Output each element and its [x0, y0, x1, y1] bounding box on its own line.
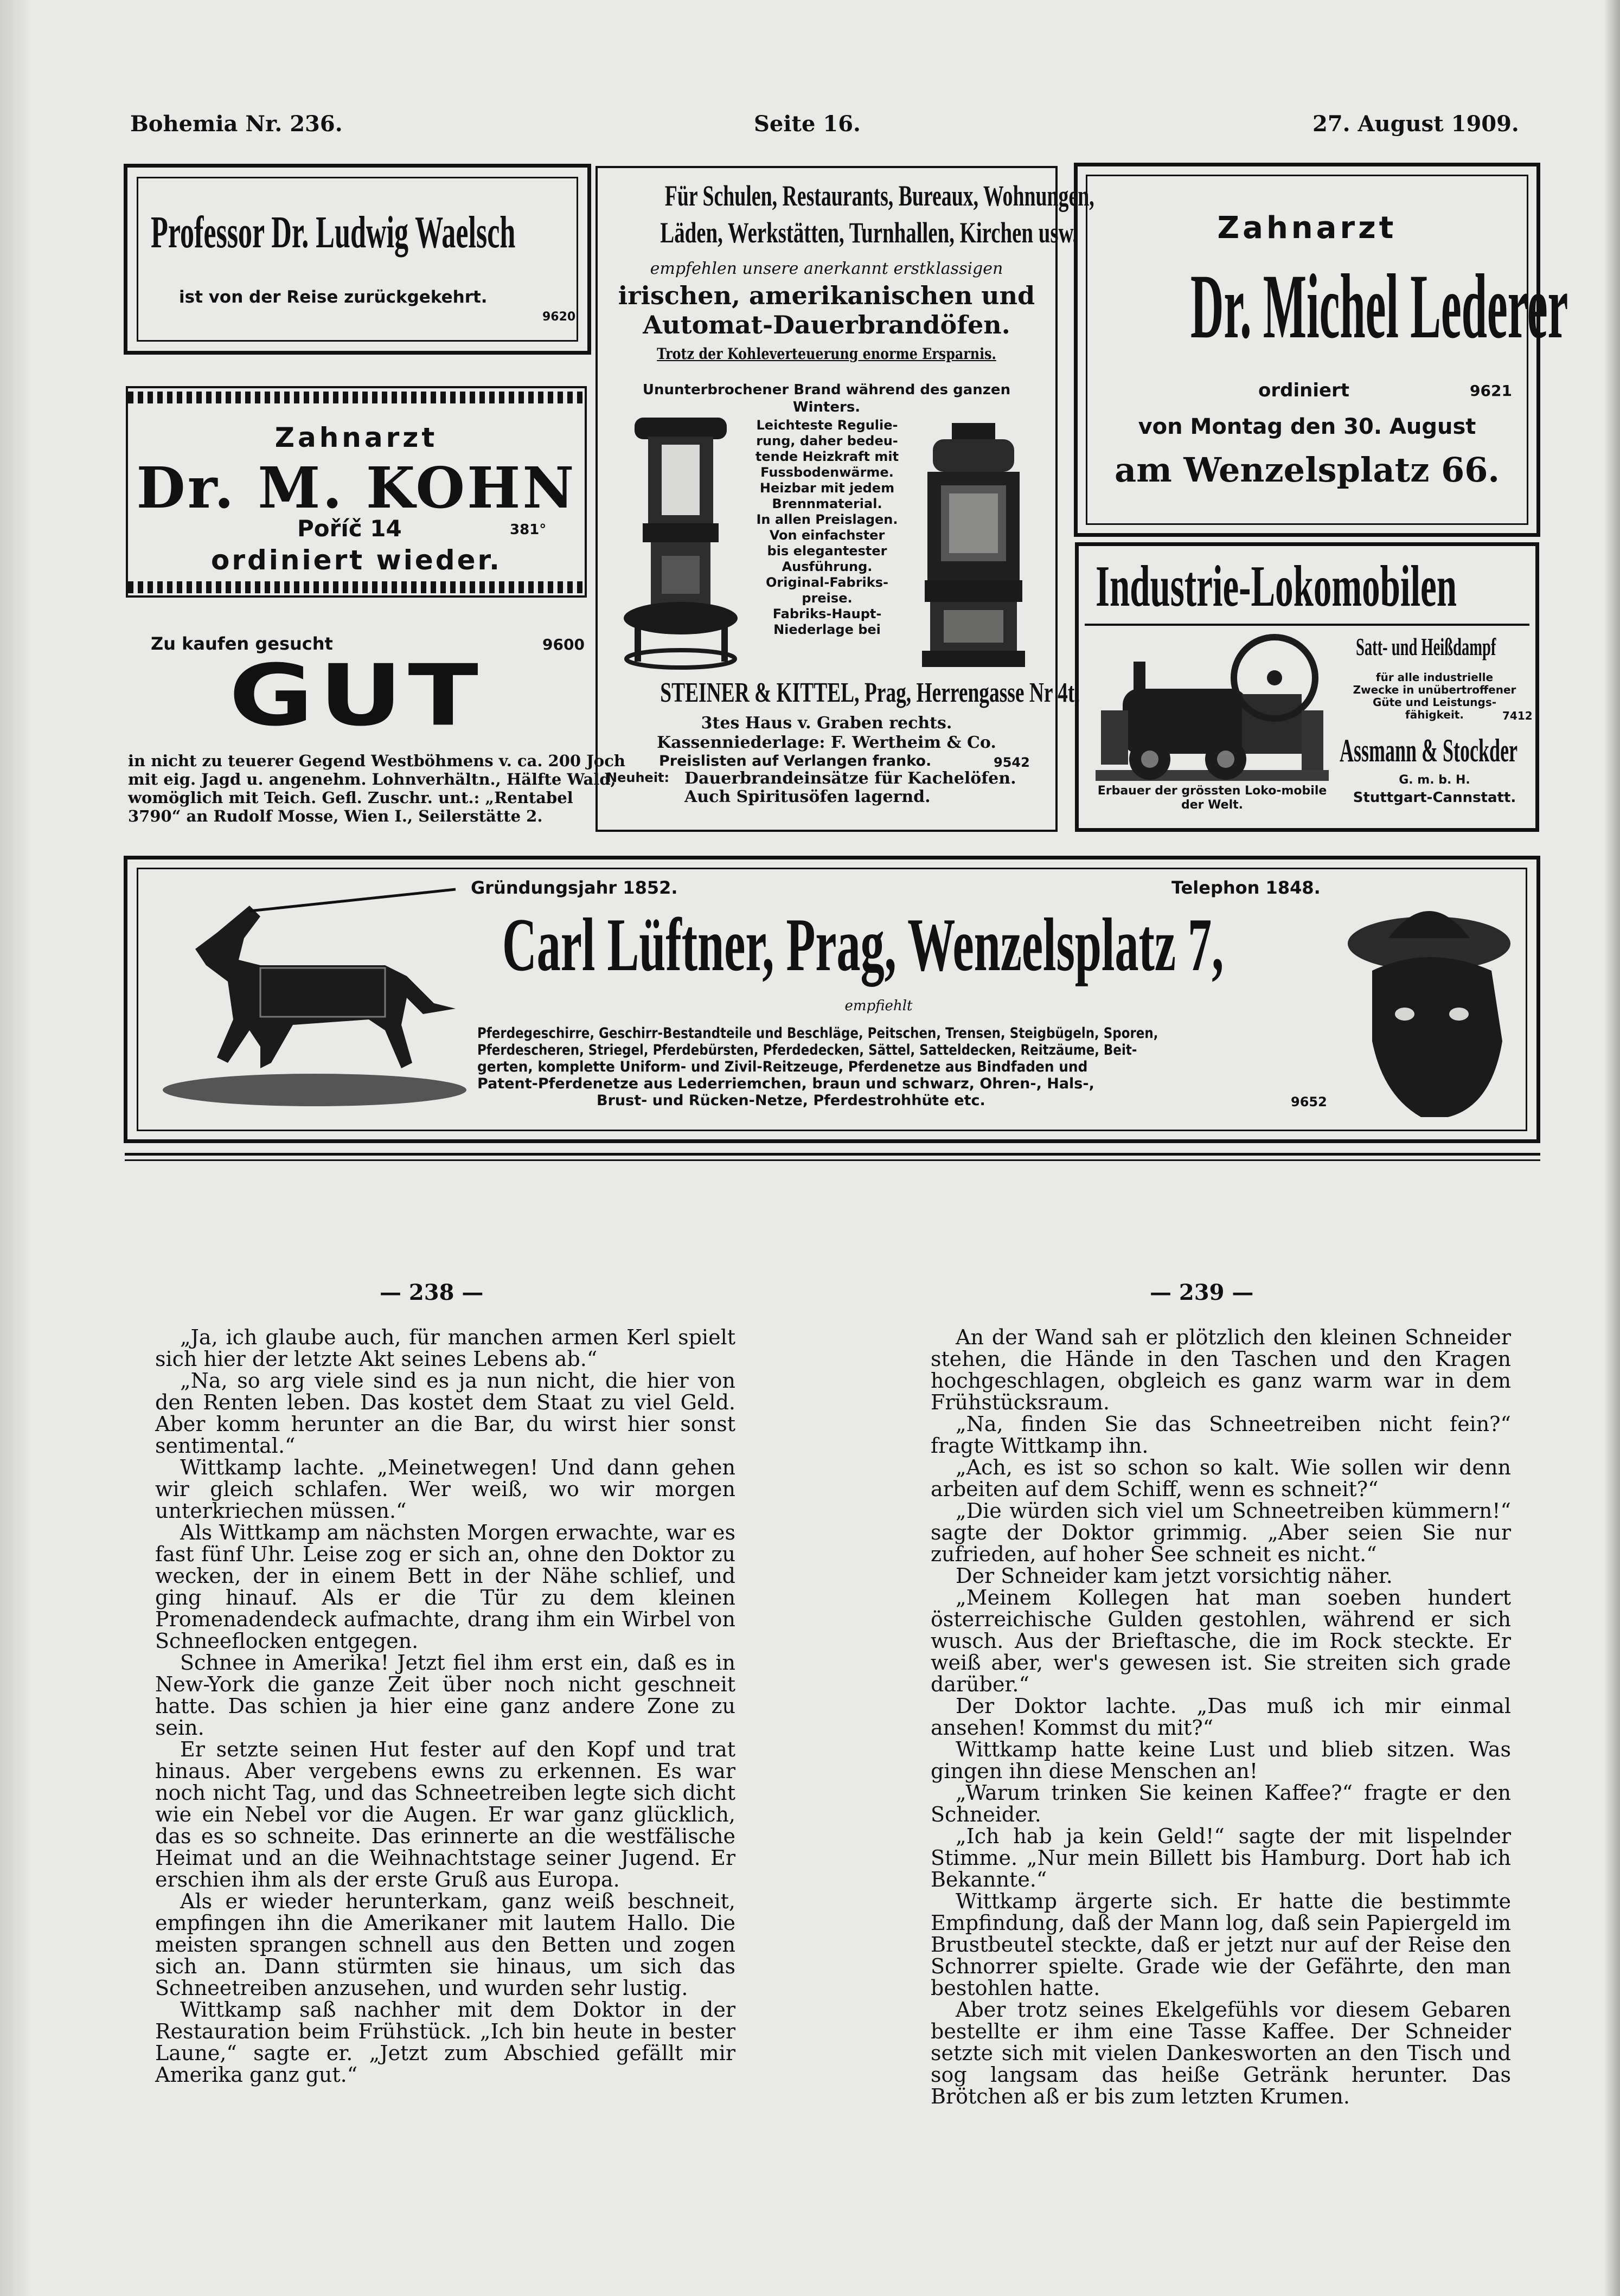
horse-hat-illustration [1340, 878, 1519, 1123]
lueftner-line-2: gerten, komplette Uniform- und Zivil-Reitzeuge, Pferdenetze aus Bindfaden und [477, 1059, 1088, 1075]
right-paragraph: „Ach, es ist so schon so kalt. Wie sollen wir denn arbeiten auf dem Schiff, wenn es schneit?“ [931, 1455, 1511, 1501]
ad-ofen-line6: Winters. [792, 399, 861, 415]
left-paragraph: Wittkamp saß nachher mit dem Doktor in der Restauration beim Frühstück. „Ich bin heute in bester Laune,“ sagte er. „Jetzt zum Abschied gefällt mir Amerika ganz gut.“ [155, 1998, 735, 2087]
story-right-column [931, 1326, 1511, 2107]
feature-3: Fussbodenwärme. [760, 465, 894, 480]
ad-kohn-bottom-band [128, 581, 585, 593]
ad-lokomobilen-title: Industrie-Lokomobilen [1096, 554, 1457, 619]
page-edge-left [0, 0, 33, 2296]
desc-0: für alle industrielle [1375, 671, 1494, 684]
ad-ofen-neu-label: Neuheit: [606, 770, 670, 785]
lokomobile-illustration [1090, 629, 1334, 792]
lueftner-line-0: Pferdegeschirre, Geschirr-Bestandteile und Beschläge, Peitschen, Trensen, Steigbügeln, Sporen, [477, 1025, 1158, 1042]
ad-lederer-title: Zahnarzt [1217, 210, 1397, 246]
lueftner-line-3: Patent-Pferdenetze aus Lederriemchen, braun und schwarz, Ohren-, Hals-, [477, 1075, 1094, 1092]
ad-gut-line-2: mit eig. Jagd u. angenehm. Lohnverhältn., Hälfte Wald, [128, 770, 616, 788]
ad-kohn-name: Dr. M. KOHN [136, 454, 577, 521]
left-paragraph: „Na, so arg viele sind es ja nun nicht, die hier von den Renten leben. Das kostet dem Staat zu viel Geld. Aber komm herunter an die Bar, du wirst hier sonst sentimental.“ [155, 1369, 735, 1458]
ad-waelsch-name: Professor Dr. Ludwig Waelsch [151, 207, 516, 258]
ad-kohn-code: 381° [510, 522, 547, 538]
left-page-number: — 238 — [380, 1280, 484, 1305]
feature-11: preise. [802, 591, 853, 606]
right-page-number: — 239 — [1150, 1280, 1254, 1305]
ad-ofen-neu2: Auch Spiritusöfen lagernd. [684, 787, 931, 806]
ad-lokomobilen-caption: Erbauer der grössten Loko-mobile der Welt. [1097, 784, 1327, 812]
left-paragraph: Als er wieder herunterkam, ganz weiß beschneit, empfingen ihn die Amerikaner mit lautem Hallo. Die meisten sprangen schnell aus den Betten und zogen sich an. Dann stürmten sie hinaus, um sich das Schneetreiben anzusehen, und wurden sehr lustig. [155, 1889, 735, 2000]
right-paragraph: „Meinem Kollegen hat man soeben hundert österreichische Gulden gestohlen, während er sich wusch. Aus der Brieftasche, die im Rock steckte. Er weiß aber, wer's gewesen ist. Sie streiten sich grade darüber.“ [931, 1586, 1511, 1696]
feature-12: Fabriks-Haupt- [772, 606, 882, 621]
left-paragraph: Wittkamp lachte. „Meinetwegen! Und dann gehen wir gleich schlafen. Wer weiß, wo wir morgen unterkriechen müssen.“ [155, 1455, 735, 1523]
ad-gut-code: 9600 [542, 636, 585, 653]
desc-2: Güte und Leistungs- [1372, 696, 1497, 709]
horse-illustration [152, 884, 477, 1117]
ad-ofen-neu1: Dauerbrandeinsätze für Kachelöfen. [684, 769, 1016, 788]
ad-lokomobilen-rule [1085, 624, 1529, 626]
left-paragraph: Als Wittkamp am nächsten Morgen erwachte, war es fast fünf Uhr. Leise zog er sich an, ohne den Doktor zu wecken, der in einem Bett in der Nähe schlief, und ging hinauf. Als er die Tür zu dem kleinen Promenadendeck aufmachte, drang ihm ein Wirbel von Schneeflocken entgegen. [155, 1521, 735, 1653]
page-edge-right [1604, 0, 1620, 2296]
ad-lokomobilen-desc [1340, 671, 1529, 721]
ad-ofen-firm: STEINER & KITTEL, Prag, Herrengasse Nr 4t, [660, 677, 1080, 708]
feature-5: Brennmaterial. [772, 496, 882, 511]
stove-left-illustration [618, 412, 748, 672]
ad-lueftner-founded: Gründungsjahr 1852. [471, 877, 678, 898]
ad-gut-top: Zu kaufen gesucht [151, 633, 333, 654]
header-right: 27. August 1909. [1312, 111, 1519, 137]
ad-waelsch-inner [137, 177, 578, 342]
ad-kohn-line: ordiniert wieder. [210, 544, 502, 576]
feature-1: rung, daher bedeu- [756, 433, 898, 448]
stove-right-illustration [911, 423, 1036, 672]
desc-3: fähigkeit. [1405, 708, 1464, 721]
ad-lueftner-name: Carl Lüftner, Prag, Wenzelsplatz 7, [502, 903, 1224, 987]
ad-ofen-line4: Trotz der Kohleverteuerung enorme Ersparnis. [657, 345, 996, 363]
right-paragraph: Wittkamp hatte keine Lust und blieb sitzen. Was gingen ihn diese Menschen an! [931, 1737, 1511, 1783]
ad-gut-text [128, 752, 625, 825]
feature-13: Niederlage bei [773, 622, 881, 637]
feature-6: In allen Preislagen. [756, 512, 898, 527]
ad-ofen-addr2: Kassenniederlage: F. Wertheim & Co. [657, 733, 996, 752]
left-paragraph: Schnee in Amerika! Jetzt fiel ihm erst ein, daß es in New-York die ganze Zeit über noch nicht geschneit hatte. Das schien ja hier eine ganz andere Zone zu sein. [155, 1651, 735, 1740]
ad-lueftner-recommends: empfiehlt [844, 998, 913, 1014]
feature-7: Von einfachster [769, 528, 885, 543]
ad-kohn-address: Poříč 14 [297, 515, 402, 542]
ad-lederer-date: von Montag den 30. August [1138, 414, 1476, 439]
ad-gut-line-1: in nicht zu teuerer Gegend Westböhmens v. ca. 200 Joch [128, 752, 625, 770]
ad-lederer-status: ordiniert [1258, 380, 1350, 401]
lueftner-line-4: Brust- und Rücken-Netze, Pferdestrohhüte etc. [597, 1092, 985, 1109]
ad-ofen-line3: Automat-Dauerbrandöfen. [643, 310, 1010, 339]
ad-ofen-head2: Läden, Werkstätten, Turnhallen, Kirchen usw. [660, 216, 1078, 249]
right-paragraph: „Na, finden Sie das Schneetreiben nicht fein?“ fragte Wittkamp ihn. [931, 1412, 1511, 1458]
right-paragraph: „Warum trinken Sie keinen Kaffee?“ fragte er den Schneider. [931, 1781, 1511, 1826]
ad-lueftner-phone: Telephon 1848. [1171, 877, 1321, 898]
lueftner-line-1: Pferdescheren, Striegel, Pferdebürsten, Pferdedecken, Sättel, Satteldecken, Reitzäume, Beit- [477, 1042, 1137, 1059]
ad-gut-line-3: womöglich mit Teich. Gefl. Zuschr. unt.: „Rentabel [128, 788, 573, 807]
ad-ofen-line5: Ununterbrochener Brand während des ganzen [642, 382, 1011, 398]
ad-lokomobilen-city: Stuttgart-Cannstatt. [1353, 790, 1516, 806]
feature-9: Ausführung. [782, 559, 873, 574]
left-paragraph: „Ja, ich glaube auch, für manchen armen Kerl spielt sich hier der letzte Akt seines Lebens ab.“ [155, 1325, 735, 1371]
ad-kohn-title: Zahnarzt [274, 422, 438, 453]
ad-lokomobilen-firm2: G. m. b. H. [1399, 773, 1470, 787]
left-paragraph: Er setzte seinen Hut fester auf den Kopf und trat hinaus. Aber vergebens ewns zu erkennen. Es war noch nicht Tag, und das Schneetreiben legte sich dicht wie ein Nebel vor die Augen. Er war ganz glücklich, das es so schneite. Das erinnerte an die westfälische Heimat und an die Weihnachtstage seiner Jugend. Er erschien ihm als der erste Gruß aus Europa. [155, 1737, 735, 1891]
ad-lokomobilen-code: 7412 [1502, 709, 1533, 722]
right-paragraph: „Ich hab ja kein Geld!“ sagte der mit lispelnder Stimme. „Nur mein Billett bis Hamburg. Dort hab ich Bekannte.“ [931, 1824, 1511, 1891]
divider-1 [125, 1153, 1540, 1156]
ad-waelsch-line: ist von der Reise zurückgekehrt. [179, 287, 488, 307]
ad-lokomobilen-sub: Satt- und Heißdampf [1356, 633, 1496, 660]
ad-lueftner-code: 9652 [1291, 1094, 1327, 1109]
ad-gut-line-4: 3790“ an Rudolf Mosse, Wien I., Seilerstätte 2. [128, 807, 543, 825]
ad-waelsch-code: 9620 [542, 310, 576, 324]
ad-ofen-line2: irischen, amerikanischen und [618, 281, 1035, 310]
feature-8: bis elegantester [767, 543, 887, 559]
right-paragraph: Der Doktor lachte. „Das muß ich mir einmal ansehen! Kommst du mit?“ [931, 1694, 1511, 1740]
right-paragraph: Aber trotz seines Ekelgefühls vor diesem Gebaren bestellte er ihm eine Tasse Kaffee. Der Schneider setzte sich mit vielen Dankesworten an den Tisch und sog langsam das heiße Getränk herunter. Das Brötchen aß er bis zum letzten Krumen. [931, 1998, 1511, 2108]
header-center: Seite 16. [754, 111, 861, 137]
right-paragraph: „Die würden sich viel um Schneetreiben kümmern!“ sagte der Doktor grimmig. „Aber seien Sie nur zufrieden, auf hoher See schneit es nicht.“ [931, 1499, 1511, 1566]
right-paragraph: An der Wand sah er plötzlich den kleinen Schneider stehen, die Hände in den Taschen und den Kragen hochgeschlagen, obgleich es ganz warm war in dem Frühstücksraum. [931, 1325, 1511, 1414]
header-left: Bohemia Nr. 236. [130, 111, 343, 137]
ad-kohn-top-band [128, 392, 585, 403]
ad-gut-big: GUT [229, 646, 484, 745]
feature-0: Leichteste Regulie- [756, 418, 898, 433]
ad-lueftner-body [477, 1025, 1334, 1109]
ad-ofen-code: 9542 [994, 755, 1030, 770]
desc-1: Zwecke in unübertroffener [1353, 683, 1516, 696]
feature-10: Original-Fabriks- [766, 575, 888, 590]
divider-2 [125, 1159, 1540, 1161]
feature-2: tende Heizkraft mit [755, 449, 899, 464]
right-paragraph: Wittkamp ärgerte sich. Er hatte die bestimmte Empfindung, daß der Mann log, daß sein Papiergeld im Brustbeutel steckte, daß er jetzt nur auf der Reise den Schnorrer spielte. Grade wie der Gefährte, den man bestohlen hatte. [931, 1889, 1511, 2000]
right-paragraph: Der Schneider kam jetzt vorsichtig näher. [956, 1564, 1393, 1588]
ad-ofen-addr1: 3tes Haus v. Graben rechts. [701, 714, 952, 733]
ad-ofen-head1: Für Schulen, Restaurants, Bureaux, Wohnungen, [664, 179, 1094, 212]
story-left-column [155, 1326, 735, 2086]
ad-lederer-name: Dr. Michel Lederer [1190, 255, 1568, 357]
ad-lederer-place: am Wenzelsplatz 66. [1115, 450, 1500, 490]
ad-lokomobilen-firm: Assmann & Stockder [1340, 733, 1518, 768]
ad-ofen-line1: empfehlen unsere anerkannt erstklassigen [650, 259, 1003, 278]
ad-lederer-code: 9621 [1470, 382, 1512, 400]
ad-ofen-addr3: Preislisten auf Verlangen franko. [659, 753, 932, 769]
ad-ofen-features [738, 418, 917, 638]
feature-4: Heizbar mit jedem [759, 480, 895, 496]
